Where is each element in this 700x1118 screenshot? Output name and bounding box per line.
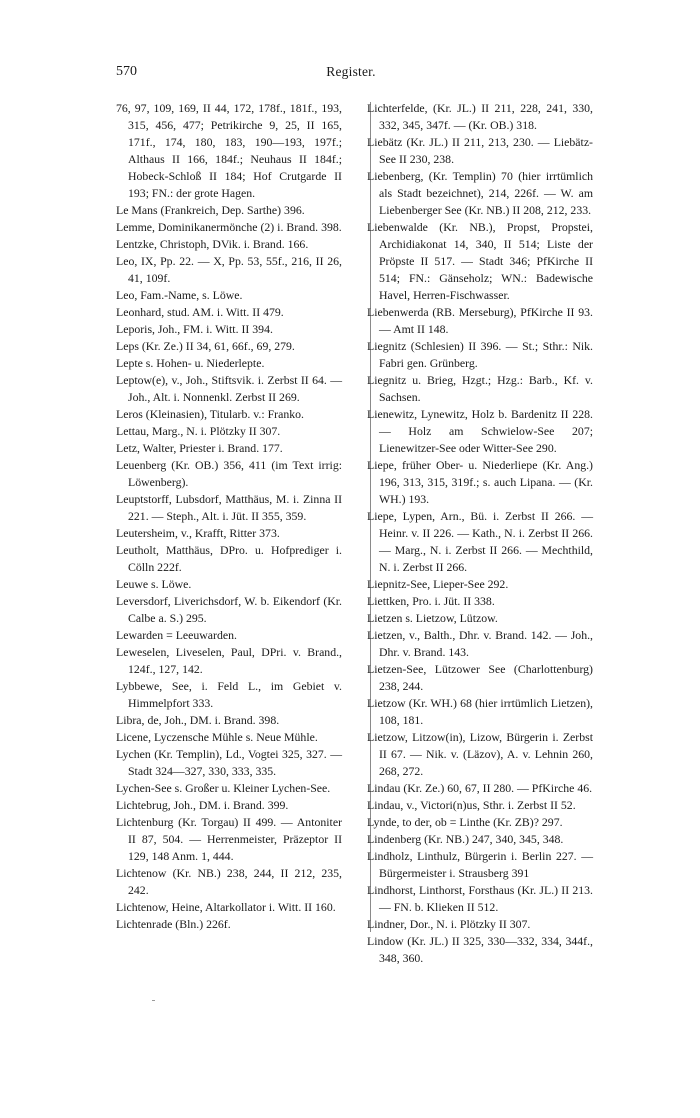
index-entry: Libra, de, Joh., DM. i. Brand. 398. <box>116 713 280 727</box>
index-entry: Lindow (Kr. JL.) II 325, 330—332, 334, 344f., 348, 360. <box>367 934 593 965</box>
index-entry: Lettau, Marg., N. i. Plötzky II 307. <box>116 424 281 438</box>
index-entry: Lichtenow (Kr. NB.) 238, 244, II 212, 235, 242. <box>116 866 342 897</box>
index-entry: Lietzen s. Lietzow, Lützow. <box>367 611 498 625</box>
index-entry: Leonhard, stud. AM. i. Witt. II 479. <box>116 305 284 319</box>
index-entry: Liepe, Lypen, Arn., Bü. i. Zerbst II 266. — Heinr. v. II 226. — Kath., N. i. Zerbst II 266. — Marg., N. i. Zerbst II 266. — Mechthild, N. i. Zerbst II 266. <box>367 509 593 574</box>
page-header <box>116 64 586 84</box>
index-entry: Liebenwerda (RB. Merseburg), PfKirche II 93. — Amt II 148. <box>367 305 593 336</box>
index-entry: Leuwe s. Löwe. <box>116 577 192 591</box>
page-number: 570 <box>116 64 137 79</box>
index-entry: Lietzen-See, Lützower See (Charlottenburg) 238, 244. <box>367 662 593 693</box>
index-entry: Liettken, Pro. i. Jüt. II 338. <box>367 594 495 608</box>
index-entry: Lichtenburg (Kr. Torgau) II 499. — Antoniter II 87, 504. — Herrenmeister, Präzeptor II 129, 148 Anm. 1, 444. <box>116 815 342 863</box>
index-entry: Leutersheim, v., Krafft, Ritter 373. <box>116 526 280 540</box>
index-entry: Lichtebrug, Joh., DM. i. Brand. 399. <box>116 798 289 812</box>
index-entry: Leo, IX, Pp. 22. — X, Pp. 53, 55f., 216, II 26, 41, 109f. <box>116 254 342 285</box>
index-entry: Leversdorf, Liverichsdorf, W. b. Eikendorf (Kr. Calbe a. S.) 295. <box>116 594 342 625</box>
index-entry: Lichtenrade (Bln.) 226f. <box>116 917 231 931</box>
index-entry: Lindenberg (Kr. NB.) 247, 340, 345, 348. <box>367 832 564 846</box>
index-entry: Leptow(e), v., Joh., Stiftsvik. i. Zerbst II 64. — Joh., Alt. i. Nonnenkl. Zerbst II 269. <box>116 373 342 404</box>
index-entry: Lichterfelde, (Kr. JL.) II 211, 228, 241, 330, 332, 345, 347f. — (Kr. OB.) 318. <box>367 101 593 132</box>
index-entry: Leros (Kleinasien), Titularb. v.: Franko. <box>116 407 304 421</box>
index-entry: Liebenwalde (Kr. NB.), Propst, Propstei, Archidiakonat 14, 340, II 514; Liste der Pröpste II 517. — Stadt 346; PfKirche II 514; FN.: Gänseholz; WN.: Badewische Havel, Herren-Fischwasser. <box>367 220 593 302</box>
index-entry: Lybbewe, See, i. Feld L., im Gebiet v. Himmelpfort 333. <box>116 679 342 710</box>
index-entry: Lienewitz, Lynewitz, Holz b. Bardenitz II 228. — Holz am Schwielow-See 207; Lienewitzer-See oder Witter-See 290. <box>367 407 593 455</box>
index-entry: Leweselen, Liveselen, Paul, DPri. v. Brand., 124f., 127, 142. <box>116 645 342 676</box>
index-entry: Liepe, früher Ober- u. Niederliepe (Kr. Ang.) 196, 313, 315, 319f.; s. auch Lipana. — (Kr. WH.) 193. <box>367 458 593 506</box>
index-entry: Leutholt, Matthäus, DPro. u. Hofprediger i. Cölln 222f. <box>116 543 342 574</box>
index-entry: Lietzow, Litzow(in), Lizow, Bürgerin i. Zerbst II 67. — Nik. v. (Läzov), A. v. Lehnin 260, 268, 272. <box>367 730 593 778</box>
index-entry: Lindhorst, Linthorst, Forsthaus (Kr. JL.) II 213. — FN. b. Klieken II 512. <box>367 883 593 914</box>
index-entry: Liebätz (Kr. JL.) II 211, 213, 230. — Liebätz-See II 230, 238. <box>367 135 593 166</box>
index-entry: Lietzow (Kr. WH.) 68 (hier irrtümlich Lietzen), 108, 181. <box>367 696 593 727</box>
index-entry: Liebenberg, (Kr. Templin) 70 (hier irrtümlich als Stadt bezeichnet), 214, 226f. — W. am Liebenberger See (Kr. NB.) II 208, 212, 233. <box>367 169 593 217</box>
index-entry: Le Mans (Frankreich, Dep. Sarthe) 396. <box>116 203 305 217</box>
index-entry: Licene, Lyczensche Mühle s. Neue Mühle. <box>116 730 318 744</box>
index-entry: Liegnitz (Schlesien) II 396. — St.; Sthr.: Nik. Fabri gen. Grünberg. <box>367 339 593 370</box>
index-entry: Lepte s. Hohen- u. Niederlepte. <box>116 356 265 370</box>
index-entry: Liepnitz-See, Lieper-See 292. <box>367 577 509 591</box>
index-entry: Liegnitz u. Brieg, Hzgt.; Hzg.: Barb., Kf. v. Sachsen. <box>367 373 593 404</box>
index-entry: Lynde, to der, ob = Linthe (Kr. ZB)? 297. <box>367 815 563 829</box>
running-title: Register. <box>326 64 376 79</box>
index-entry: Leuptstorff, Lubsdorf, Matthäus, M. i. Zinna II 221. — Steph., Alt. i. Jüt. II 355, 359. <box>116 492 342 523</box>
index-entry: Lichtenow, Heine, Altarkollator i. Witt. II 160. <box>116 900 336 914</box>
index-entry: Leps (Kr. Ze.) II 34, 61, 66f., 69, 279. <box>116 339 295 353</box>
index-entry: 76, 97, 109, 169, II 44, 172, 178f., 181f., 193, 315, 456, 477; Petrikirche 9, 25, II 165, 171f., 174, 180, 183, 190—193, 197f.; Althaus II 166, 184f.; Neuhaus II 184f.; Hobeck-Schloß II 184; Hof Crutgarde II 193; FN.: der grote Hagen. <box>116 101 342 200</box>
index-entry: Lychen (Kr. Templin), Ld., Vogtei 325, 327. — Stadt 324—327, 330, 333, 335. <box>116 747 342 778</box>
index-entry: Leo, Fam.-Name, s. Löwe. <box>116 288 243 302</box>
left-column <box>116 100 342 933</box>
index-entry: Lindner, Dor., N. i. Plötzky II 307. <box>367 917 531 931</box>
index-entry: Lietzen, v., Balth., Dhr. v. Brand. 142. — Joh., Dhr. v. Brand. 143. <box>367 628 593 659</box>
index-entry: Leuenberg (Kr. OB.) 356, 411 (im Text irrig: Löwenberg). <box>116 458 342 489</box>
index-entry: Lewarden = Leeuwarden. <box>116 628 237 642</box>
right-column <box>367 100 593 967</box>
index-entry: Lindau (Kr. Ze.) 60, 67, II 280. — PfKirche 46. <box>367 781 593 795</box>
index-entry: Leporis, Joh., FM. i. Witt. II 394. <box>116 322 273 336</box>
index-entry: Lindau, v., Victori(n)us, Sthr. i. Zerbst II 52. <box>367 798 576 812</box>
index-entry: Lindholz, Linthulz, Bürgerin i. Berlin 227. — Bürgermeister i. Strausberg 391 <box>367 849 593 880</box>
index-entry: Lemme, Dominikanermönche (2) i. Brand. 398. <box>116 220 342 234</box>
index-entry: Letz, Walter, Priester i. Brand. 177. <box>116 441 283 455</box>
page-mark <box>152 1000 155 1001</box>
index-entry: Lentzke, Christoph, DVik. i. Brand. 166. <box>116 237 309 251</box>
index-entry: Lychen-See s. Großer u. Kleiner Lychen-See. <box>116 781 331 795</box>
